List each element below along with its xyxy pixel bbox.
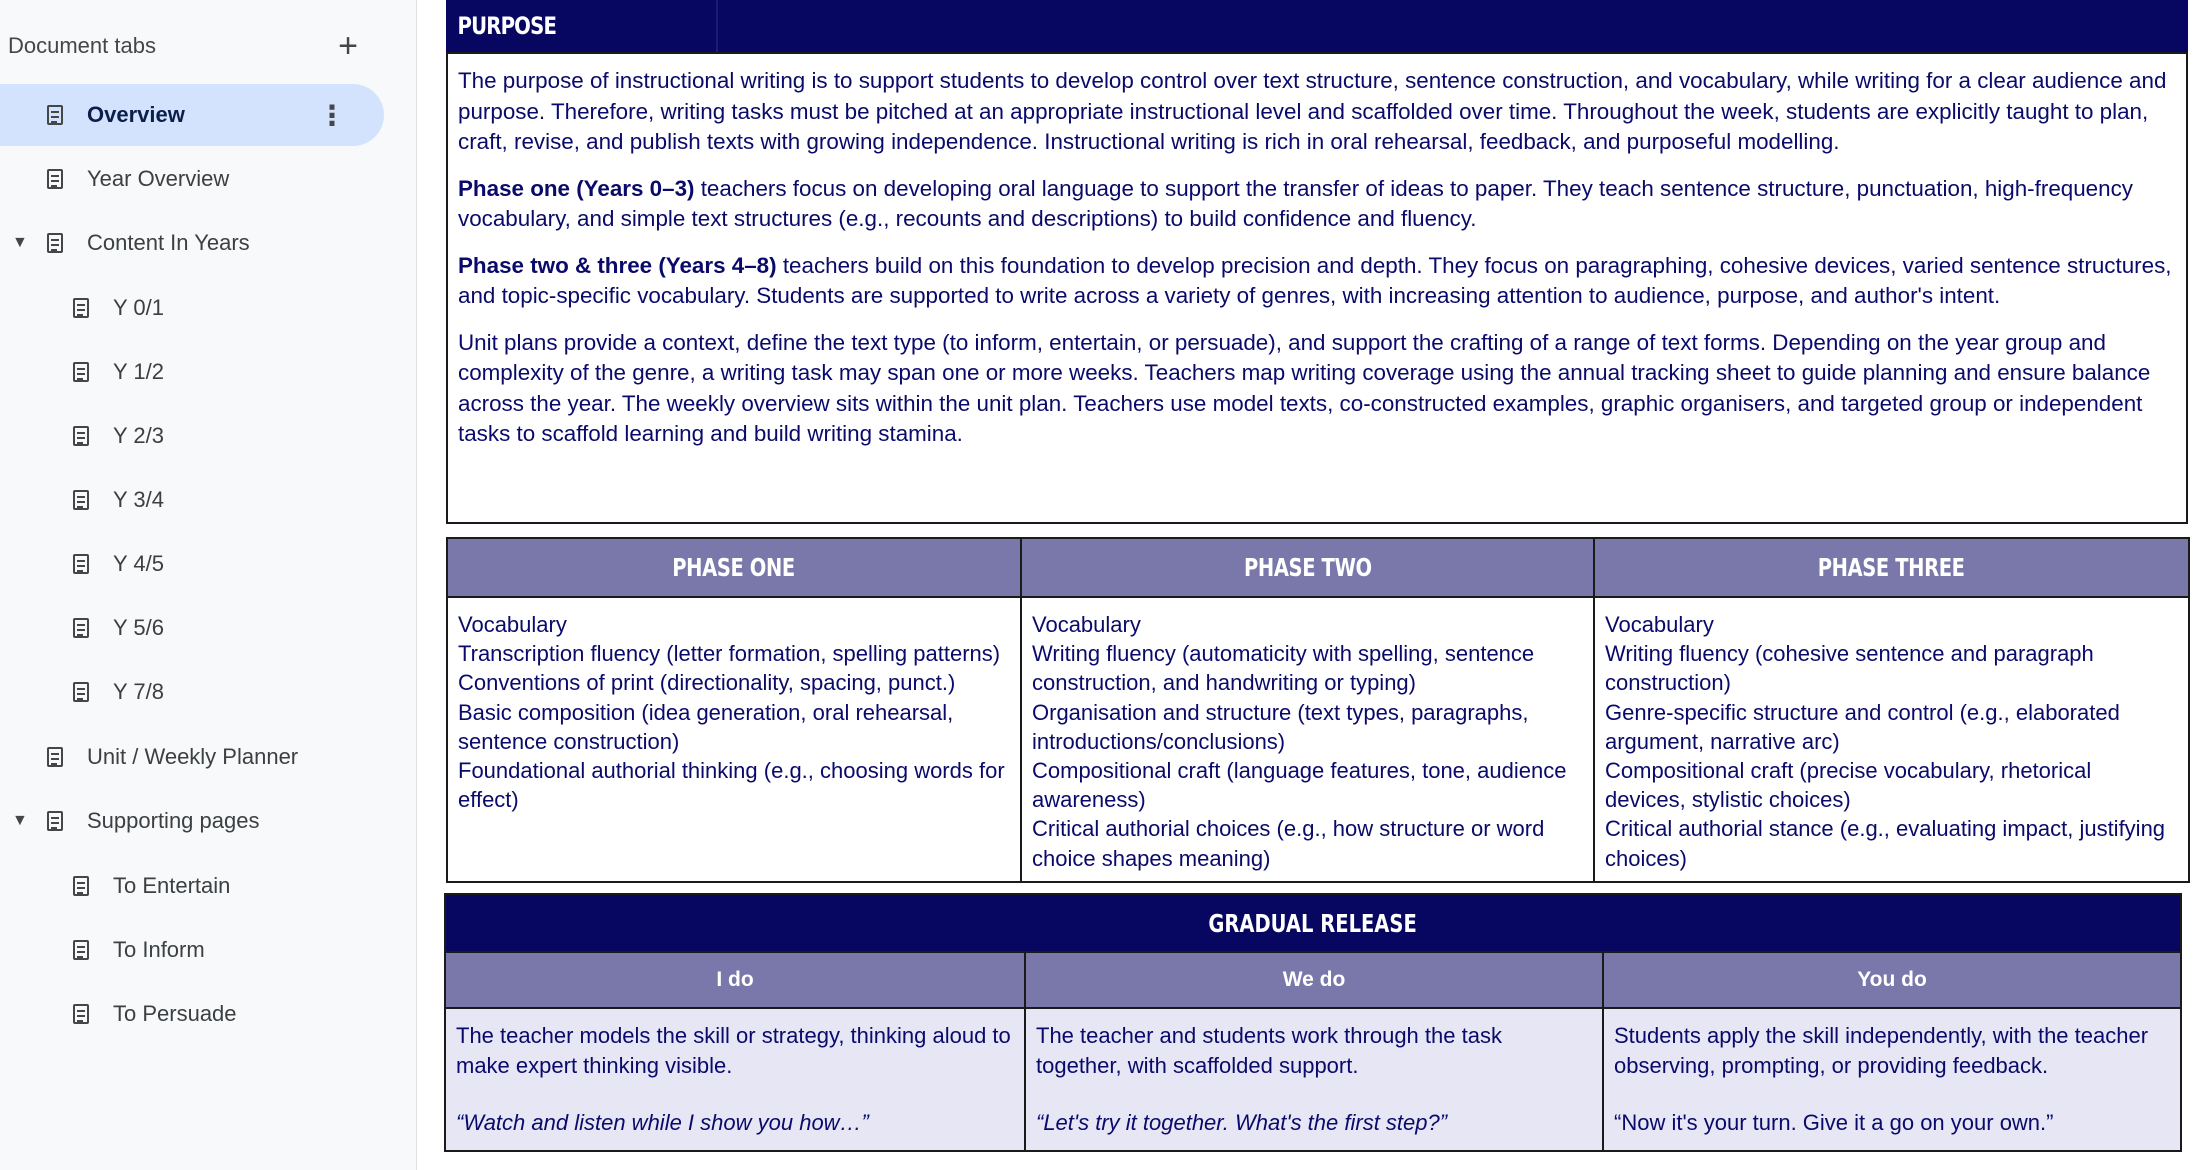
- list-item: Writing fluency (automaticity with spelling, sentence construction, and handwriting or typing): [1032, 641, 1535, 696]
- phase-one-text: teachers focus on developing oral language to support the transfer of ideas to paper. They teach sentence structure, punctuation, high-frequency vocabulary, and simple text structures (e.g., recounts and descriptions) to build confidence and fluency.: [458, 175, 2133, 231]
- sidebar-title: Document tabs: [8, 33, 156, 58]
- tab-label: Y 0/1: [113, 295, 164, 320]
- tab-to-inform[interactable]: [0, 919, 384, 981]
- caret-down-icon[interactable]: ▼: [12, 812, 28, 829]
- purpose-text[interactable]: [446, 52, 2188, 524]
- tab-overview[interactable]: [0, 84, 384, 146]
- list-item: Vocabulary: [1032, 612, 1141, 637]
- purpose-heading: PURPOSE: [446, 0, 717, 52]
- phase-three-cell[interactable]: [1594, 597, 2189, 882]
- tab-content-in-years[interactable]: [0, 212, 384, 274]
- list-item: Foundational authorial thinking (e.g., choosing words for effect): [458, 758, 1005, 813]
- list-item: Conventions of print (directionality, spacing, punct.): [458, 670, 956, 696]
- tab-unit-weekly-planner[interactable]: [0, 726, 384, 788]
- document-icon: [73, 426, 89, 446]
- gradual-release-table: [444, 893, 2182, 1152]
- list-item: Vocabulary: [458, 612, 567, 637]
- i-do-header: I do: [445, 952, 1025, 1008]
- tab-to-entertain[interactable]: [0, 855, 384, 917]
- gradual-release-title-row: [445, 894, 2181, 952]
- list-item: Basic composition (idea generation, oral rehearsal, sentence construction): [458, 699, 954, 754]
- tab-label: To Entertain: [113, 873, 231, 898]
- cell-text: The teacher models the skill or strategy, thinking aloud to make expert thinking visible.: [456, 1023, 1011, 1078]
- purpose-paragraph: [458, 174, 2176, 235]
- tab-label: Unit / Weekly Planner: [87, 744, 299, 769]
- list-item: Writing fluency (cohesive sentence and paragraph construction): [1605, 641, 2094, 696]
- phases-content-row: [447, 597, 2189, 882]
- tab-y-7-8[interactable]: [0, 661, 384, 723]
- document-icon: [47, 105, 63, 125]
- we-do-cell[interactable]: [1025, 1008, 1603, 1151]
- phase-two-cell[interactable]: [1021, 597, 1594, 882]
- tab-label: Content In Years: [87, 230, 250, 255]
- you-do-header: You do: [1603, 952, 2181, 1008]
- document-icon: [73, 876, 89, 896]
- document-icon: [73, 618, 89, 638]
- phase-one-header: PHASE ONE: [447, 538, 1021, 597]
- you-do-cell[interactable]: [1603, 1008, 2181, 1151]
- purpose-paragraph: [458, 251, 2176, 312]
- phase-three-header: PHASE THREE: [1594, 538, 2189, 597]
- purpose-paragraph: Unit plans provide a context, define the text type (to inform, entertain, or persuade), and support the crafting of a range of text forms. Depending on the year group and complexity of the genre, a writing task may span one or more weeks. Teachers map writing coverage using the annual tracking sheet to guide planning and ensure balance across the year. The weekly overview sits within the unit plan. Teachers use model texts, co-constructed examples, graphic organisers, and targeted group or independent tasks to scaffold learning and build writing stamina.: [458, 329, 2151, 446]
- document-icon: [73, 554, 89, 574]
- cell-quote: “Watch and listen while I show you how…”: [456, 1110, 869, 1135]
- document-icon: [47, 233, 63, 253]
- document-icon: [73, 362, 89, 382]
- tab-y-3-4[interactable]: [0, 469, 384, 531]
- cell-text: Students apply the skill independently, with the teacher observing, prompting, or providing feedback.: [1614, 1023, 2149, 1078]
- tab-label: To Persuade: [113, 1001, 237, 1026]
- phase-one-cell[interactable]: [447, 597, 1021, 882]
- tab-y-2-3[interactable]: [0, 405, 384, 467]
- list-item: Compositional craft (precise vocabulary, rhetorical devices, stylistic choices): [1605, 758, 2092, 813]
- document-icon: [73, 682, 89, 702]
- tab-label: Y 2/3: [113, 423, 164, 448]
- list-item: Organisation and structure (text types, paragraphs, introductions/conclusions): [1032, 699, 1529, 754]
- document-icon: [73, 940, 89, 960]
- phases-header-row: [447, 538, 2189, 597]
- document-icon: [73, 490, 89, 510]
- tab-y-4-5[interactable]: [0, 533, 384, 595]
- document-icon: [47, 747, 63, 767]
- gradual-release-content-row: [445, 1008, 2181, 1151]
- caret-down-icon[interactable]: ▼: [12, 234, 28, 251]
- list-item: Critical authorial choices (e.g., how structure or word choice shapes meaning): [1032, 816, 1545, 871]
- tab-label: Y 3/4: [113, 487, 164, 512]
- we-do-header: We do: [1025, 952, 1603, 1008]
- cell-quote: “Now it's your turn. Give it a go on your own.”: [1614, 1110, 2054, 1135]
- tab-label: Y 1/2: [113, 359, 164, 384]
- tab-y-0-1[interactable]: [0, 277, 384, 339]
- tab-year-overview[interactable]: [0, 148, 384, 210]
- list-item: Genre-specific structure and control (e.g., elaborated argument, narrative arc): [1605, 699, 2120, 754]
- tab-supporting-pages[interactable]: [0, 790, 384, 852]
- list-item: Compositional craft (language features, tone, audience awareness): [1032, 758, 1567, 813]
- list-item: Vocabulary: [1605, 612, 1714, 637]
- document-body: [416, 0, 2204, 1170]
- tab-to-persuade[interactable]: [0, 983, 384, 1045]
- document-icon: [47, 811, 63, 831]
- cell-text: The teacher and students work through the task together, with scaffolded support.: [1036, 1023, 1502, 1078]
- phase-two-header: PHASE TWO: [1021, 538, 1594, 597]
- gradual-release-title: GRADUAL RELEASE: [445, 894, 2181, 952]
- phase-one-label: Phase one (Years 0–3): [458, 175, 695, 201]
- sidebar-header: [8, 26, 358, 66]
- phases-table: [446, 537, 2190, 883]
- i-do-cell[interactable]: [445, 1008, 1025, 1151]
- tab-y-5-6[interactable]: [0, 597, 384, 659]
- cell-quote: “Let's try it together. What's the first step?”: [1036, 1110, 1448, 1135]
- document-icon: [73, 1004, 89, 1024]
- list-item: Critical authorial stance (e.g., evaluating impact, justifying choices): [1605, 816, 2166, 871]
- tab-label: Y 4/5: [113, 551, 164, 576]
- more-vert-icon[interactable]: ⋮: [318, 99, 344, 131]
- tab-label: To Inform: [113, 937, 205, 962]
- tab-label: Supporting pages: [87, 808, 260, 833]
- purpose-header: [446, 0, 2188, 52]
- purpose-paragraph: The purpose of instructional writing is to support students to develop control over text structure, sentence construction, and vocabulary, while writing for a clear audience and purpose. Therefore, writing tasks must be pitched at an appropriate instructional level and scaffolded over time. Throughout the week, students are explicitly taught to plan, craft, revise, and publish texts with growing independence. Instructional writing is rich in oral rehearsal, feedback, and purposeful modelling.: [458, 68, 2167, 154]
- document-tabs-sidebar: [0, 0, 417, 1170]
- document-icon: [47, 169, 63, 189]
- tab-label: Y 5/6: [113, 615, 164, 640]
- document-icon: [73, 298, 89, 318]
- gradual-release-header-row: [445, 952, 2181, 1008]
- tab-label: Year Overview: [87, 166, 230, 191]
- list-item: Transcription fluency (letter formation, spelling patterns): [458, 641, 1001, 667]
- phase-two-three-label: Phase two & three (Years 4–8): [458, 252, 777, 278]
- plus-icon[interactable]: +: [338, 27, 358, 65]
- tab-label: Overview: [87, 102, 185, 127]
- phase-two-three-text: teachers build on this foundation to develop precision and depth. They focus on paragraphing, cohesive devices, varied sentence structures, and topic-specific vocabulary. Students are supported to write across a variety of genres, with increasing attention to audience, purpose, and author's intent.: [458, 252, 2172, 308]
- tab-label: Y 7/8: [113, 679, 164, 704]
- tab-y-1-2[interactable]: [0, 341, 384, 403]
